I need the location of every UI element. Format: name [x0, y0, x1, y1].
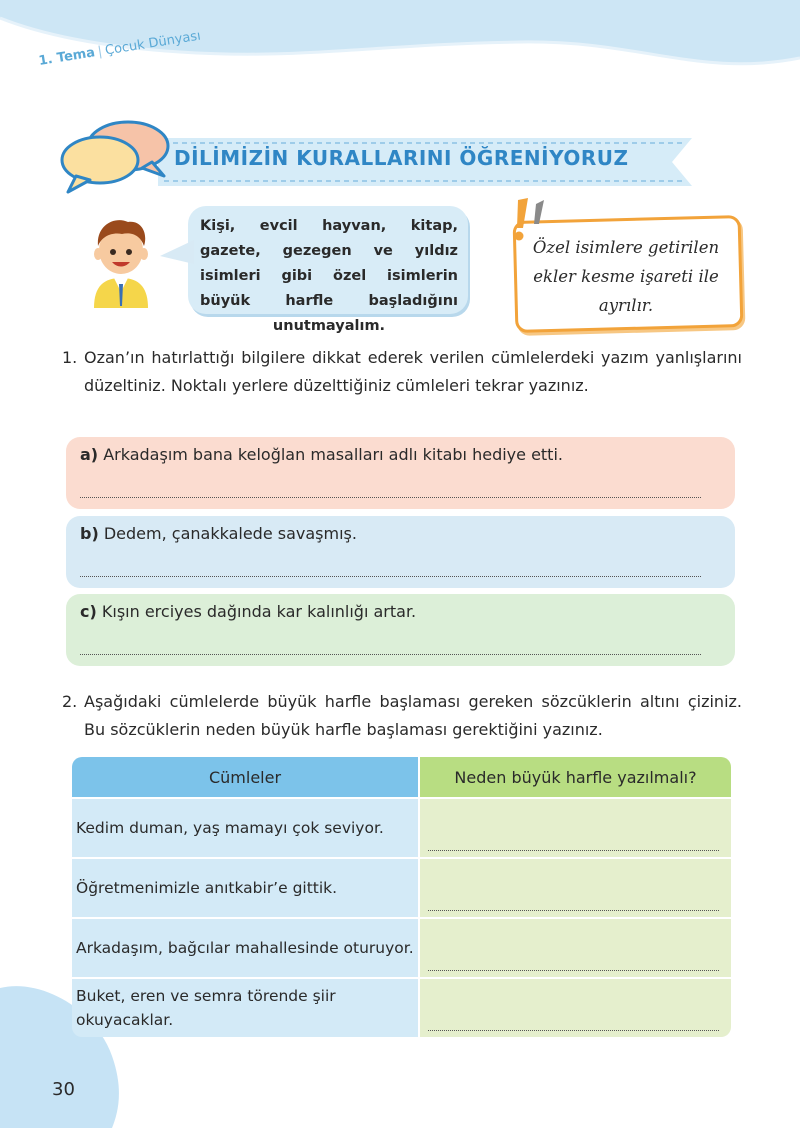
boy-character-illustration — [86, 216, 156, 308]
item-letter: c) — [80, 602, 97, 621]
theme-number: 1. Tema — [37, 45, 97, 69]
table-row — [72, 979, 731, 1037]
reason-table — [70, 755, 733, 1039]
table-row — [72, 799, 731, 857]
table-cell-sentence: Kedim duman, yaş mamayı çok seviyor. — [72, 799, 418, 857]
item-sentence: Arkadaşım bana keloğlan masalları adlı kitabı hediye etti. — [103, 445, 563, 464]
item-letter: b) — [80, 524, 99, 543]
table-header-reason: Neden büyük harfle yazılmalı? — [420, 757, 731, 797]
speech-bubble-text: Kişi, evcil hayvan, kitap, gazete, gezegen ve yıldız isimleri gibi özel isimlerin büyük harfle başladığını unutmayalım. — [200, 218, 458, 334]
answer-line[interactable] — [428, 1030, 719, 1031]
answer-line[interactable] — [80, 576, 701, 577]
table-cell-sentence: Buket, eren ve semra törende şiir okuyacaklar. — [72, 979, 418, 1037]
answer-line[interactable] — [428, 850, 719, 851]
exercise-item-a — [66, 437, 735, 509]
table-cell-answer[interactable] — [420, 799, 731, 857]
answer-line[interactable] — [80, 497, 701, 498]
table-cell-answer[interactable] — [420, 859, 731, 917]
exercise-item-c — [66, 594, 735, 666]
question-1-text: Ozan’ın hatırlattığı bilgilere dikkat ederek verilen cümlelerdeki yazım yanlışlarını düzeltiniz. Noktalı yerlere düzelttiğiniz cümleleri tekrar yazınız. — [84, 348, 742, 395]
item-sentence: Kışın erciyes dağında kar kalınlığı artar. — [101, 602, 417, 621]
speech-bubble-tail — [160, 238, 194, 268]
theme-separator: | — [96, 44, 104, 60]
table-cell-answer[interactable] — [420, 979, 731, 1037]
answer-line[interactable] — [80, 654, 701, 655]
question-1-number: 1. — [62, 348, 78, 367]
table-header-sentences: Cümleler — [72, 757, 418, 797]
speech-bubbles-icon — [62, 122, 168, 192]
section-title: DİLİMİZİN KURALLARINI ÖĞRENİYORUZ — [174, 146, 629, 170]
question-1 — [62, 344, 742, 400]
page-number: 30 — [52, 1079, 75, 1100]
theme-name: Çocuk Dünyası — [104, 28, 202, 59]
item-letter: a) — [80, 445, 99, 464]
exercise-item-b — [66, 516, 735, 588]
table-cell-sentence: Öğretmenimizle anıtkabir’e gittik. — [72, 859, 418, 917]
note-text: Özel isimlere getirilen ekler kesme işareti ile ayrılır. — [532, 238, 720, 315]
table-row — [72, 919, 731, 977]
item-sentence: Dedem, çanakkalede savaşmış. — [103, 524, 357, 543]
question-2 — [62, 688, 742, 744]
table-header-row — [72, 757, 731, 797]
question-2-text: Aşağıdaki cümlelerde büyük harfle başlaması gereken sözcüklerin altını çiziniz. Bu sözcüklerin neden büyük harfle başlaması gerektiğini yazınız. — [84, 692, 742, 739]
question-2-number: 2. — [62, 692, 78, 711]
table-row — [72, 859, 731, 917]
table-cell-answer[interactable] — [420, 919, 731, 977]
answer-line[interactable] — [428, 910, 719, 911]
answer-line[interactable] — [428, 970, 719, 971]
table-cell-sentence: Arkadaşım, bağcılar mahallesinde oturuyor. — [72, 919, 418, 977]
